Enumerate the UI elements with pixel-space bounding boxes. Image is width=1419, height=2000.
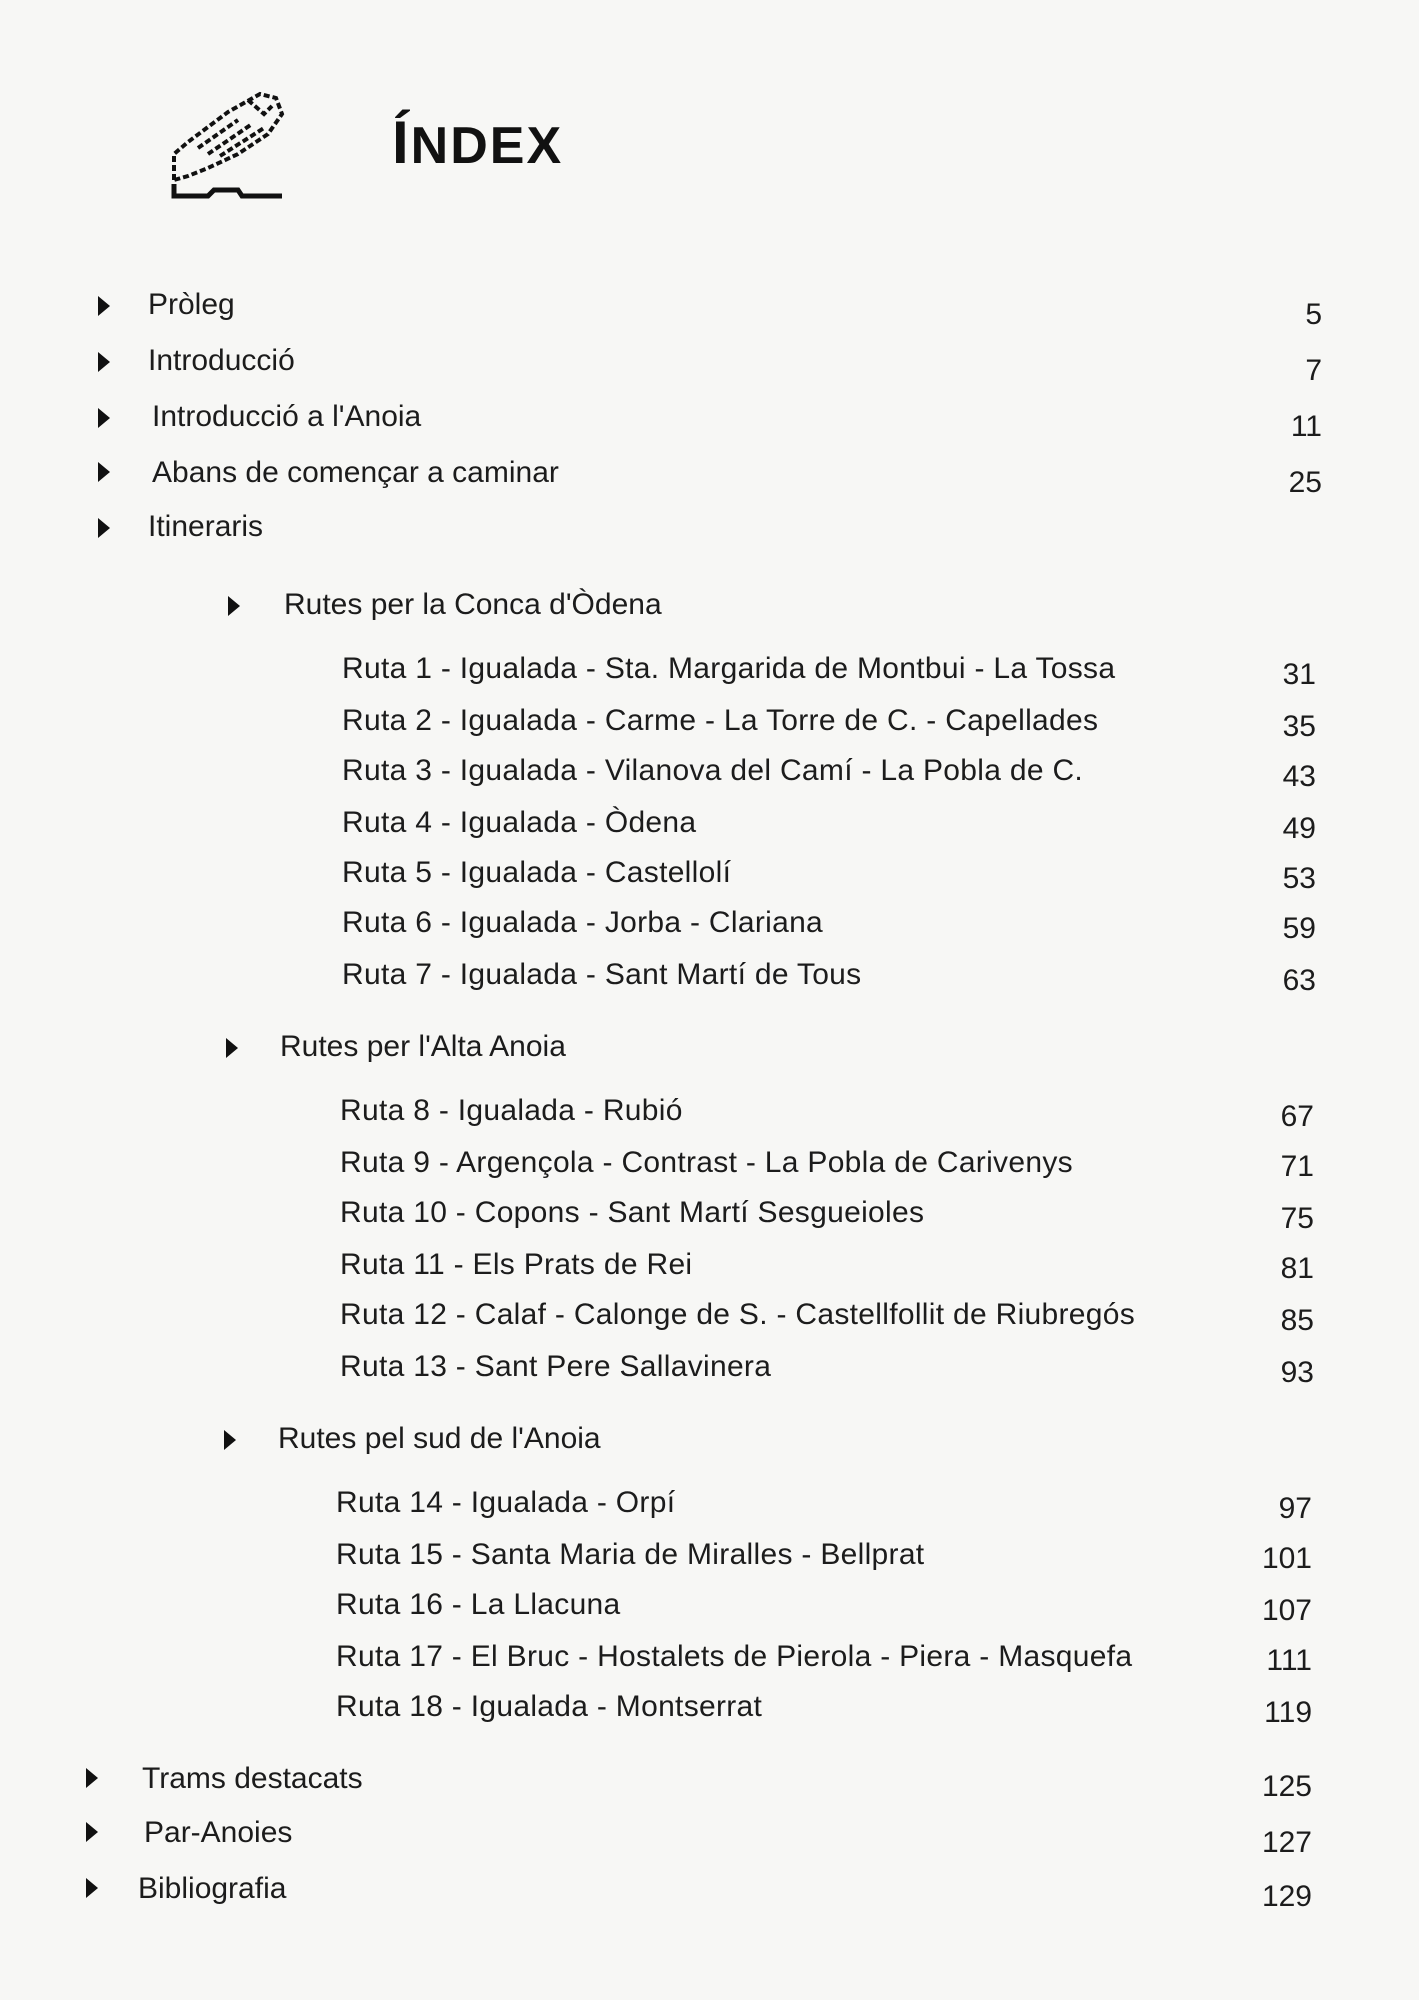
- page-number: 101: [1261, 1542, 1312, 1575]
- route-item[interactable]: Ruta 10 - Copons - Sant Martí Sesgueioles: [340, 1196, 925, 1229]
- entry-abans[interactable]: Abans de començar a caminar: [152, 456, 559, 489]
- bullet-icon: [98, 518, 110, 538]
- page-number: 93: [1280, 1356, 1314, 1389]
- bullet-icon: [226, 1038, 238, 1058]
- page-number: 129: [1261, 1880, 1312, 1913]
- page-number: 25: [1288, 466, 1322, 499]
- bullet-icon: [86, 1878, 98, 1898]
- page-title: [392, 108, 563, 177]
- page-number: 119: [1264, 1696, 1312, 1729]
- route-item[interactable]: Ruta 5 - Igualada - Castellolí: [342, 856, 732, 889]
- route-item[interactable]: Ruta 13 - Sant Pere Sallavinera: [340, 1350, 772, 1383]
- route-item[interactable]: Ruta 15 - Santa Maria de Miralles - Bellprat: [336, 1538, 925, 1571]
- page-number: 71: [1280, 1150, 1314, 1183]
- entry-bibliografia[interactable]: Bibliografia: [138, 1872, 287, 1905]
- page-number: 43: [1282, 760, 1316, 793]
- entry-proleg[interactable]: Pròleg: [148, 288, 235, 321]
- route-item[interactable]: Ruta 2 - Igualada - Carme - La Torre de C. - Capellades: [342, 704, 1099, 737]
- entry-introduccio[interactable]: Introducció: [148, 344, 295, 377]
- bullet-icon: [228, 596, 240, 616]
- bullet-icon: [224, 1430, 236, 1450]
- page-number: 31: [1282, 658, 1316, 691]
- bullet-icon: [86, 1768, 98, 1788]
- section-alta-anoia[interactable]: Rutes per l'Alta Anoia: [280, 1030, 566, 1063]
- page-number: 49: [1282, 812, 1316, 845]
- bullet-icon: [98, 352, 110, 372]
- page-number: 97: [1278, 1492, 1312, 1525]
- page-number: 11: [1290, 410, 1322, 443]
- route-item[interactable]: Ruta 7 - Igualada - Sant Martí de Tous: [342, 958, 862, 991]
- section-sud-anoia[interactable]: Rutes pel sud de l'Anoia: [278, 1422, 601, 1455]
- route-item[interactable]: Ruta 14 - Igualada - Orpí: [336, 1486, 676, 1519]
- route-item[interactable]: Ruta 9 - Argençola - Contrast - La Pobla de Carivenys: [340, 1146, 1073, 1179]
- route-item[interactable]: Ruta 8 - Igualada - Rubió: [340, 1094, 683, 1127]
- page-number: 81: [1280, 1252, 1314, 1285]
- bullet-icon: [98, 296, 110, 316]
- bullet-icon: [98, 462, 110, 482]
- title-initial: Í: [392, 109, 411, 176]
- bullet-icon: [86, 1822, 98, 1842]
- page-number: 59: [1282, 912, 1316, 945]
- entry-introduccio-anoia[interactable]: Introducció a l'Anoia: [152, 400, 422, 433]
- page-number: 111: [1266, 1644, 1312, 1677]
- page-number: 53: [1282, 862, 1316, 895]
- route-item[interactable]: Ruta 4 - Igualada - Òdena: [342, 806, 697, 839]
- boot-icon: [168, 84, 288, 204]
- entry-trams-destacats[interactable]: Trams destacats: [142, 1762, 363, 1795]
- page-number: 63: [1282, 964, 1316, 997]
- page-number: 127: [1261, 1826, 1312, 1859]
- page-number: 85: [1280, 1304, 1314, 1337]
- bullet-icon: [98, 408, 110, 428]
- route-item[interactable]: Ruta 6 - Igualada - Jorba - Clariana: [342, 906, 824, 939]
- route-item[interactable]: Ruta 3 - Igualada - Vilanova del Camí - La Pobla de C.: [342, 754, 1084, 787]
- route-item[interactable]: Ruta 1 - Igualada - Sta. Margarida de Montbui - La Tossa: [342, 652, 1116, 685]
- route-item[interactable]: Ruta 11 - Els Prats de Rei: [340, 1248, 693, 1281]
- page-number: 107: [1261, 1594, 1312, 1627]
- route-item[interactable]: Ruta 17 - El Bruc - Hostalets de Pierola - Piera - Masquefa: [336, 1640, 1133, 1673]
- page-number: 67: [1280, 1100, 1314, 1133]
- route-item[interactable]: Ruta 12 - Calaf - Calonge de S. - Castellfollit de Riubregós: [340, 1298, 1136, 1331]
- page-number: 75: [1280, 1202, 1314, 1235]
- page-number: 35: [1282, 710, 1316, 743]
- route-item[interactable]: Ruta 18 - Igualada - Montserrat: [336, 1690, 763, 1723]
- route-item[interactable]: Ruta 16 - La Llacuna: [336, 1588, 621, 1621]
- entry-par-anoies[interactable]: Par-Anoies: [144, 1816, 293, 1849]
- page-number: 5: [1305, 298, 1322, 331]
- page-number: 125: [1261, 1770, 1312, 1803]
- entry-itineraris[interactable]: Itineraris: [148, 510, 264, 543]
- section-conca-odena[interactable]: Rutes per la Conca d'Òdena: [284, 588, 662, 621]
- page-number: 7: [1305, 354, 1322, 387]
- title-rest: NDEX: [410, 117, 564, 175]
